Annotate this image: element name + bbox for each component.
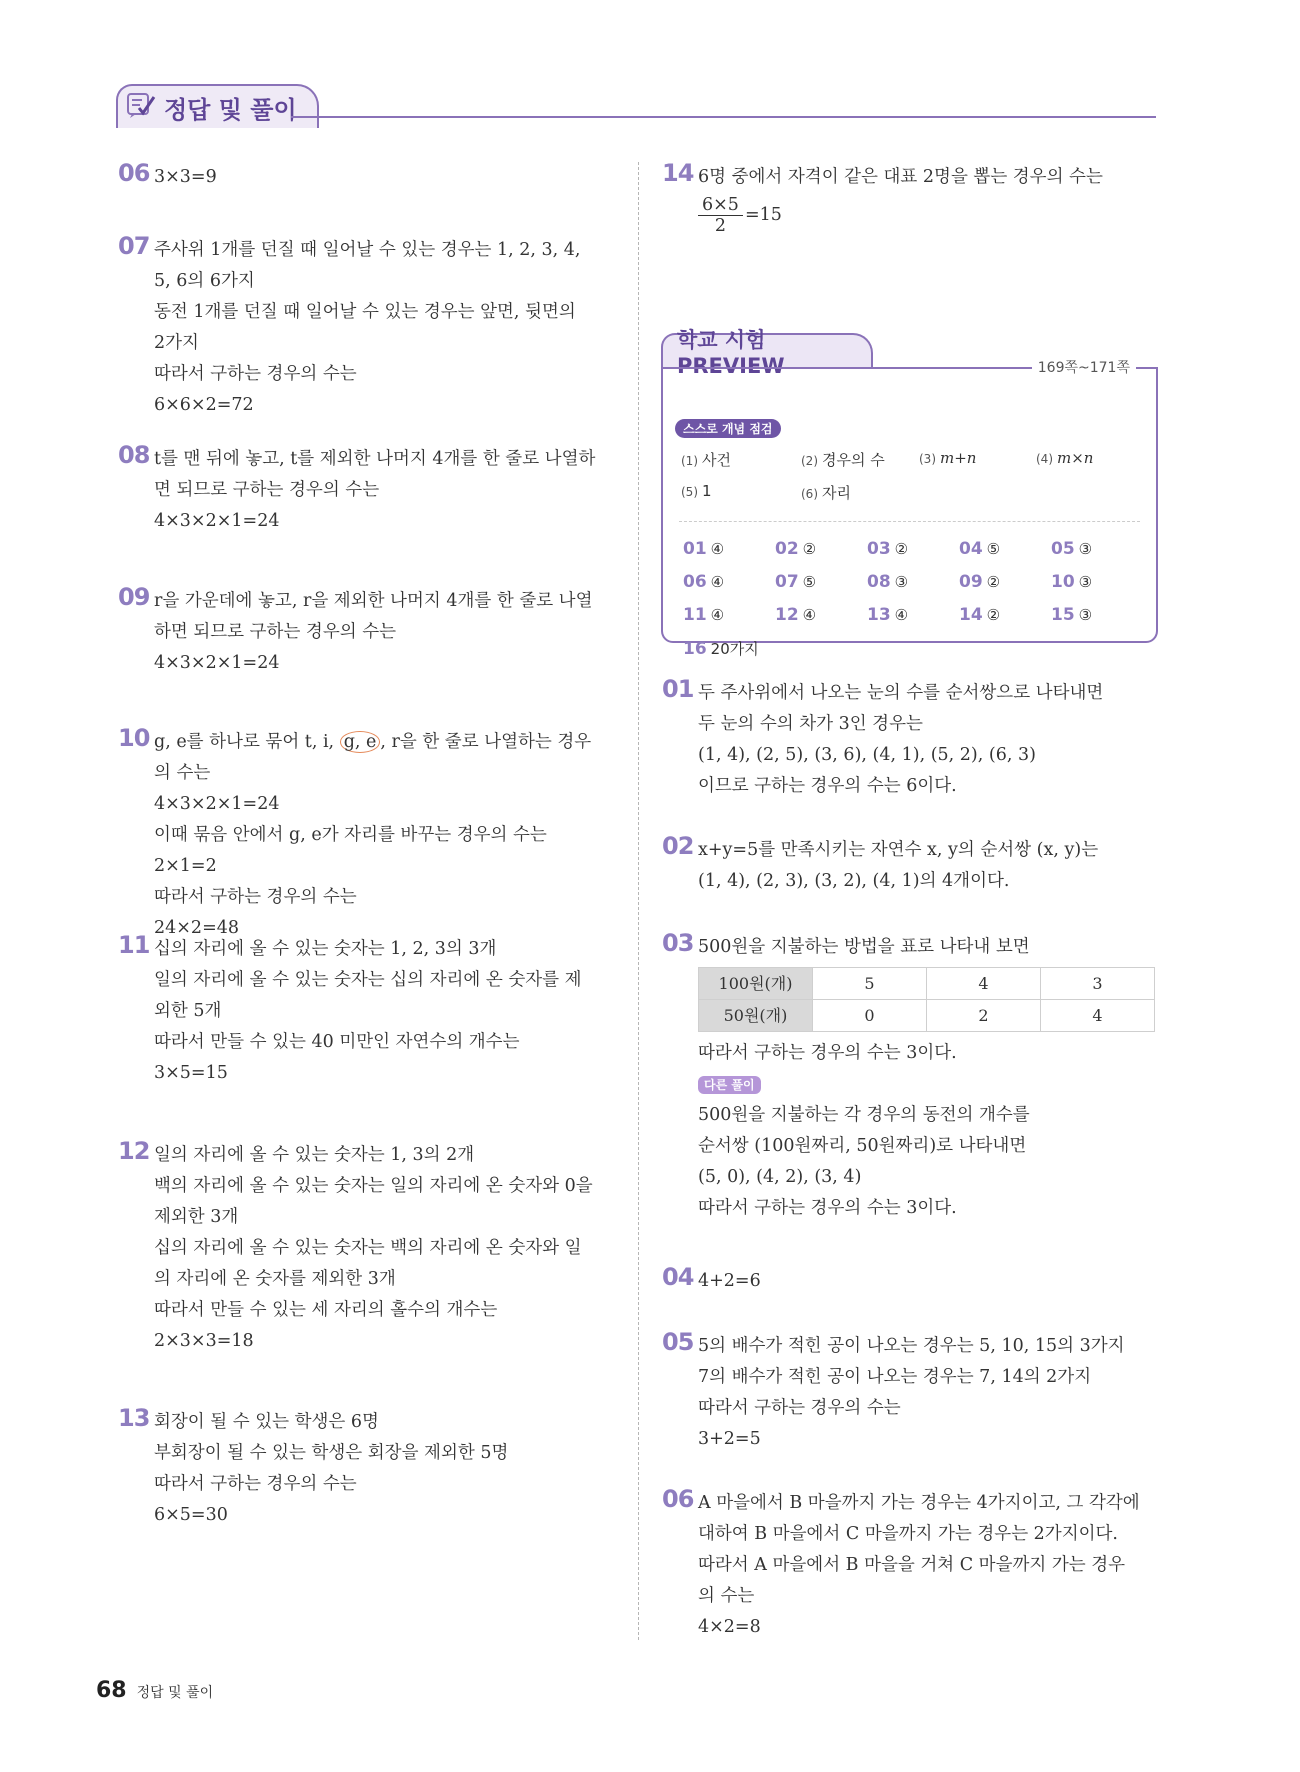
solution-r02 [662,832,1162,897]
problem-number: 04 [662,1263,694,1291]
solution-11 [118,931,616,1089]
table-cell: 4 [1041,1000,1155,1032]
solution-line: 7의 배수가 적힌 공이 나오는 경우는 7, 14의 2가지 [698,1367,1092,1387]
concept-item: (4) m×n [1036,449,1094,467]
text-part: g, e를 하나로 묶어 t, i, [154,732,340,752]
solution-line: 5, 6의 6가지 [154,271,255,291]
answer-item: 15 ③ [1051,605,1093,625]
answer-item: 02 ② [775,539,817,559]
preview-tab [661,328,873,378]
solution-line: t를 맨 뒤에 놓고, t를 제외한 나머지 4개를 한 줄로 나열하 [154,449,596,469]
table-header-cell: 50원(개) [699,1000,813,1032]
solution-line: 500원을 지불하는 방법을 표로 나타내 보면 [698,937,1030,957]
solution-line: x+y=5를 만족시키는 자연수 x, y의 순서쌍 (x, y)는 [698,840,1099,860]
page-range: 169쪽~171쪽 [1032,357,1136,377]
solution-line: 따라서 구하는 경우의 수는 [154,887,357,907]
solution-r03 [662,929,1162,1224]
solution-line: 면 되므로 구하는 경우의 수는 [154,480,380,500]
concept-item: (3) m+n [919,449,977,467]
solution-line: 제외한 3개 [154,1207,239,1227]
table-cell: 0 [813,1000,927,1032]
solution-line: 십의 자리에 올 수 있는 숫자는 백의 자리에 온 숫자와 일 [154,1238,582,1258]
solution-line: 회장이 될 수 있는 학생은 6명 [154,1412,379,1432]
problem-number: 12 [118,1137,150,1165]
column-divider [638,162,639,1640]
solution-line: 부회장이 될 수 있는 학생은 회장을 제외한 5명 [154,1443,509,1463]
fraction-denominator: 2 [714,216,727,236]
solution-line: 2×1=2 [154,856,217,876]
concept-item: (1) 사건 [681,451,731,469]
concept-item: (6) 자리 [801,484,851,502]
solution-line: 따라서 구하는 경우의 수는 3이다. [698,1043,957,1063]
answer-item: 11 ④ [683,605,725,625]
solution-line: 이때 묶음 안에서 g, e가 자리를 바꾸는 경우의 수는 [154,825,547,845]
answer-item: 04 ⑤ [959,539,1001,559]
answer-item: 09 ② [959,572,1001,592]
answer-item: 06 ④ [683,572,725,592]
solution-line: 의 수는 [154,763,211,783]
solution-line: 6×5=30 [154,1505,228,1525]
solution-line: 백의 자리에 올 수 있는 숫자는 일의 자리에 온 숫자와 0을 [154,1176,593,1196]
page-header [116,84,1156,130]
fraction-result: =15 [744,205,782,225]
solution-line: 6×6×2=72 [154,395,254,415]
solution-line: 두 주사위에서 나오는 눈의 수를 순서쌍으로 나타내면 [698,683,1104,703]
solution-line: 2가지 [154,333,199,353]
solution-08 [118,441,616,537]
solution-line: r을 가운데에 놓고, r을 제외한 나머지 4개를 한 줄로 나열 [154,591,593,611]
solution-line: 2×3×3=18 [154,1331,254,1351]
problem-number: 01 [662,675,694,703]
page-title: 정답 및 풀이 [164,95,297,124]
concept-item: (5) 1 [681,482,712,500]
circled-group: g, e [340,731,381,753]
answer-item: 14 ② [959,605,1001,625]
solution-line: 이므로 구하는 경우의 수는 6이다. [698,776,957,796]
solution-line: 따라서 만들 수 있는 40 미만인 자연수의 개수는 [154,1032,520,1052]
solution-line: 24×2=48 [154,918,239,938]
text-part: , r을 한 줄로 나열하는 경우 [380,732,592,752]
solution-line: 일의 자리에 올 수 있는 숫자는 십의 자리에 온 숫자를 제 [154,970,582,990]
answer-item: 03 ② [867,539,909,559]
solution-line: A 마을에서 B 마을까지 가는 경우는 4가지이고, 그 각각에 [698,1493,1140,1513]
solution-line: 따라서 구하는 경우의 수는 [698,1398,901,1418]
solution-r04 [662,1263,1162,1297]
problem-number: 09 [118,583,150,611]
preview-box [661,367,1158,659]
table-cell: 3 [1041,968,1155,1000]
table-cell: 5 [813,968,927,1000]
alt-solution-badge-line [698,1069,1162,1100]
school-test-preview [661,328,1158,659]
solution-line: 동전 1개를 던질 때 일어날 수 있는 경우는 앞면, 뒷면의 [154,302,576,322]
solution-line: 3+2=5 [698,1429,761,1449]
problem-number: 10 [118,724,150,752]
concept-check-badge: 스스로 개념 점검 [675,419,781,438]
problem-number: 03 [662,929,694,957]
header-rule [291,116,1156,118]
solution-14 [662,159,1162,236]
problem-number: 02 [662,832,694,860]
page-number: 68 [96,1678,127,1703]
solution-12 [118,1137,616,1357]
solution-line: 따라서 구하는 경우의 수는 [154,1474,357,1494]
solution-line: 일의 자리에 올 수 있는 숫자는 1, 3의 2개 [154,1145,475,1165]
solution-line: (5, 0), (4, 2), (3, 4) [698,1167,862,1187]
table-row [699,1000,1155,1032]
solution-r06 [662,1485,1162,1643]
solution-06 [118,159,616,193]
page-footer [96,1678,213,1703]
table-cell: 4 [927,968,1041,1000]
solution-line: 따라서 A 마을에서 B 마을을 거쳐 C 마을까지 가는 경우 [698,1555,1126,1575]
solution-line: 따라서 구하는 경우의 수는 [154,364,357,384]
solution-line: 따라서 만들 수 있는 세 자리의 홀수의 개수는 [154,1300,498,1320]
solution-09 [118,583,616,679]
header-tab [116,84,319,128]
footer-label: 정답 및 풀이 [136,1685,214,1701]
solution-line: 4×2=8 [698,1617,761,1637]
answer-item: 10 ③ [1051,572,1093,592]
table-cell: 2 [927,1000,1041,1032]
problem-number: 11 [118,931,150,959]
solution-line: 십의 자리에 올 수 있는 숫자는 1, 2, 3의 3개 [154,939,497,959]
solution-line: 3×5=15 [154,1063,228,1083]
answer-item: 16 20가지 [683,639,759,659]
fraction-numerator: 6×5 [698,195,743,216]
solution-line: 주사위 1개를 던질 때 일어날 수 있는 경우는 1, 2, 3, 4, [154,240,581,260]
solution-r01 [662,675,1162,802]
preview-separator [679,521,1140,522]
solution-line: 4×3×2×1=24 [154,511,280,531]
problem-number: 08 [118,441,150,469]
solution-line: 따라서 구하는 경우의 수는 3이다. [698,1198,957,1218]
checklist-icon [126,91,156,123]
solution-07 [118,232,616,421]
solution-line: 의 자리에 온 숫자를 제외한 3개 [154,1269,396,1289]
solution-line: 6명 중에서 자격이 같은 대표 2명을 뽑는 경우의 수는 [698,167,1103,187]
solution-r05 [662,1328,1162,1455]
solution-line: 하면 되므로 구하는 경우의 수는 [154,622,397,642]
solution-line: (1, 4), (2, 5), (3, 6), (4, 1), (5, 2), (6, 3) [698,745,1036,765]
answer-item: 07 ⑤ [775,572,817,592]
problem-number: 13 [118,1404,150,1432]
solution-line: (1, 4), (2, 3), (3, 2), (4, 1)의 4개이다. [698,871,1010,891]
answer-item: 12 ④ [775,605,817,625]
solution-line [154,727,616,758]
fraction-line [698,195,1162,236]
solution-line: 5의 배수가 적힌 공이 나오는 경우는 5, 10, 15의 3가지 [698,1336,1125,1356]
solution-line: 대하여 B 마을에서 C 마을까지 가는 경우는 2가지이다. [698,1524,1118,1544]
answer-item: 08 ③ [867,572,909,592]
problem-number: 06 [118,159,150,187]
preview-title: 학교 시험 PREVIEW [677,328,785,378]
answer-item: 05 ③ [1051,539,1093,559]
answer-item: 13 ④ [867,605,909,625]
solution-line: 의 수는 [698,1586,755,1606]
problem-number: 14 [662,159,694,187]
solution-line: 외한 5개 [154,1001,222,1021]
solution-line: 500원을 지불하는 각 경우의 동전의 개수를 [698,1105,1030,1125]
payment-table [698,967,1155,1032]
solution-10 [118,724,616,944]
problem-number: 06 [662,1485,694,1513]
solution-13 [118,1404,616,1531]
solution-line: 3×3=9 [154,167,217,187]
solution-line: 4×3×2×1=24 [154,794,280,814]
problem-number: 07 [118,232,150,260]
solution-line: 4+2=6 [698,1271,761,1291]
alt-solution-badge: 다른 풀이 [698,1076,761,1094]
solution-line: 두 눈의 수의 차가 3인 경우는 [698,714,923,734]
concept-item: (2) 경우의 수 [801,451,885,469]
problem-number: 05 [662,1328,694,1356]
solution-line: 4×3×2×1=24 [154,653,280,673]
fraction [698,195,743,236]
table-header-cell: 100원(개) [699,968,813,1000]
answer-item: 01 ④ [683,539,725,559]
solution-line: 순서쌍 (100원짜리, 50원짜리)로 나타내면 [698,1136,1027,1156]
table-row [699,968,1155,1000]
